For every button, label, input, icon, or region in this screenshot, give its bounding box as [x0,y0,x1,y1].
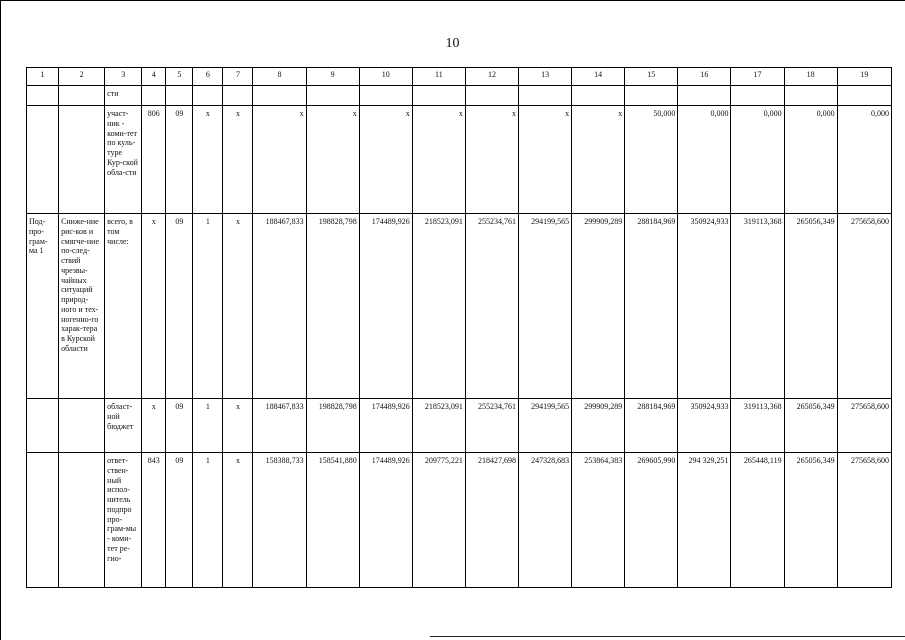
table-cell: 265056,349 [784,453,837,588]
table-cell: 294199,565 [519,214,572,399]
column-header-18: 18 [784,68,837,86]
table-cell: 1 [193,399,223,453]
page-left-edge [0,0,1,640]
table-cell: 350924,933 [678,399,731,453]
table-cell: 299909,289 [572,399,625,453]
table-cell: 265056,349 [784,214,837,399]
table-cell: 288184,969 [625,399,678,453]
table-cell: 253864,383 [572,453,625,588]
table-cell [784,86,837,106]
table-cell: 0,000 [784,106,837,214]
table-cell: 50,000 [625,106,678,214]
table-cell: 0,000 [731,106,784,214]
table-row [27,106,892,214]
table-cell [465,86,518,106]
table-cell [166,86,193,106]
column-header-15: 15 [625,68,678,86]
table-cell: x [142,399,166,453]
column-header-10: 10 [359,68,412,86]
table-cell [142,86,166,106]
budget-table [26,67,892,588]
table-cell: 218523,091 [412,399,465,453]
table-cell: x [223,453,253,588]
table-cell [193,86,223,106]
column-header-5: 5 [166,68,193,86]
table-cell: x [465,106,518,214]
row-label-c2 [59,86,105,106]
table-cell: 218427,698 [465,453,518,588]
page-number: 10 [445,36,460,51]
table-cell: x [572,106,625,214]
table-row [27,214,892,399]
table-cell [625,86,678,106]
table-cell: 198828,798 [306,399,359,453]
row-label-c2 [59,399,105,453]
table-cell: 319113,368 [731,214,784,399]
table-cell: x [306,106,359,214]
table-cell: 275658,600 [837,399,891,453]
table-cell [306,86,359,106]
table-cell: 209775,221 [412,453,465,588]
table-cell: 188467,833 [253,399,306,453]
table-cell: 09 [166,214,193,399]
table-cell [519,86,572,106]
table-cell: x [193,106,223,214]
table-cell [837,86,891,106]
row-label-c2: Сниже-ние рис-ков и смягче-ние по-след-ствий чрезвы-чайных ситуаций природ-ного и тех-ногенно-го харак-тера в Курской области [59,214,105,399]
column-header-8: 8 [253,68,306,86]
table-cell: 265056,349 [784,399,837,453]
row-label-c2 [59,106,105,214]
table-cell: x [519,106,572,214]
table-cell: 288184,969 [625,214,678,399]
table-cell: 218523,091 [412,214,465,399]
column-header-9: 9 [306,68,359,86]
table-cell: x [223,106,253,214]
row-label-c3: всего, в том числе: [105,214,142,399]
table-cell: 198828,798 [306,214,359,399]
table-cell: 294199,565 [519,399,572,453]
table-cell: 174489,926 [359,453,412,588]
column-header-17: 17 [731,68,784,86]
row-label-c3: ответ-ствен-ный испол-нитель подпро про-грам-мы - коми-тет ре-гио- [105,453,142,588]
table-cell: 275658,600 [837,453,891,588]
table-cell: 158541,880 [306,453,359,588]
table-cell: 806 [142,106,166,214]
column-header-16: 16 [678,68,731,86]
row-label-c3: област-ной бюджет [105,399,142,453]
table-cell: 174489,926 [359,214,412,399]
table-cell [731,86,784,106]
table-cell [223,86,253,106]
column-header-13: 13 [519,68,572,86]
row-label-c1 [27,86,59,106]
table-cell: 350924,933 [678,214,731,399]
table-cell: x [253,106,306,214]
table-cell [412,86,465,106]
page-bottom-edge [430,636,905,637]
table-cell: 319113,368 [731,399,784,453]
row-label-c1 [27,399,59,453]
table-cell: 0,000 [678,106,731,214]
table-cell: 269605,990 [625,453,678,588]
table-cell: x [142,214,166,399]
table-cell: 275658,600 [837,214,891,399]
table-cell: 294 329,251 [678,453,731,588]
table-cell: x [359,106,412,214]
column-header-1: 1 [27,68,59,86]
table-cell: 1 [193,214,223,399]
column-header-3: 3 [105,68,142,86]
row-label-c1: Под-про-грам-ма 1 [27,214,59,399]
table-cell: 0,000 [837,106,891,214]
table-cell: 174489,926 [359,399,412,453]
column-header-2: 2 [59,68,105,86]
table-cell: 188467,833 [253,214,306,399]
table-row [27,399,892,453]
column-header-7: 7 [223,68,253,86]
table-row [27,453,892,588]
table-cell: x [412,106,465,214]
table-row [27,86,892,106]
row-label-c3: участ-ник - коми-тет по куль-туре Кур-ской обла-сти [105,106,142,214]
table-cell: 255234,761 [465,214,518,399]
table-cell [572,86,625,106]
table-cell: 247328,683 [519,453,572,588]
page-top-edge [0,0,905,1]
table-cell: 09 [166,106,193,214]
table-cell [359,86,412,106]
table-cell: 299909,289 [572,214,625,399]
table-cell: 1 [193,453,223,588]
table-cell: x [223,214,253,399]
row-label-c1 [27,106,59,214]
column-header-12: 12 [465,68,518,86]
table-header-row [27,68,892,86]
table-cell: 843 [142,453,166,588]
row-label-c2 [59,453,105,588]
row-label-c1 [27,453,59,588]
column-header-4: 4 [142,68,166,86]
table-cell: x [223,399,253,453]
table-cell: 265448,119 [731,453,784,588]
row-label-c3: сти [105,86,142,106]
column-header-11: 11 [412,68,465,86]
column-header-19: 19 [837,68,891,86]
table-cell [253,86,306,106]
column-header-6: 6 [193,68,223,86]
table-cell: 255234,761 [465,399,518,453]
table-cell: 158388,733 [253,453,306,588]
table-cell: 09 [166,399,193,453]
table-cell [678,86,731,106]
column-header-14: 14 [572,68,625,86]
table-cell: 09 [166,453,193,588]
